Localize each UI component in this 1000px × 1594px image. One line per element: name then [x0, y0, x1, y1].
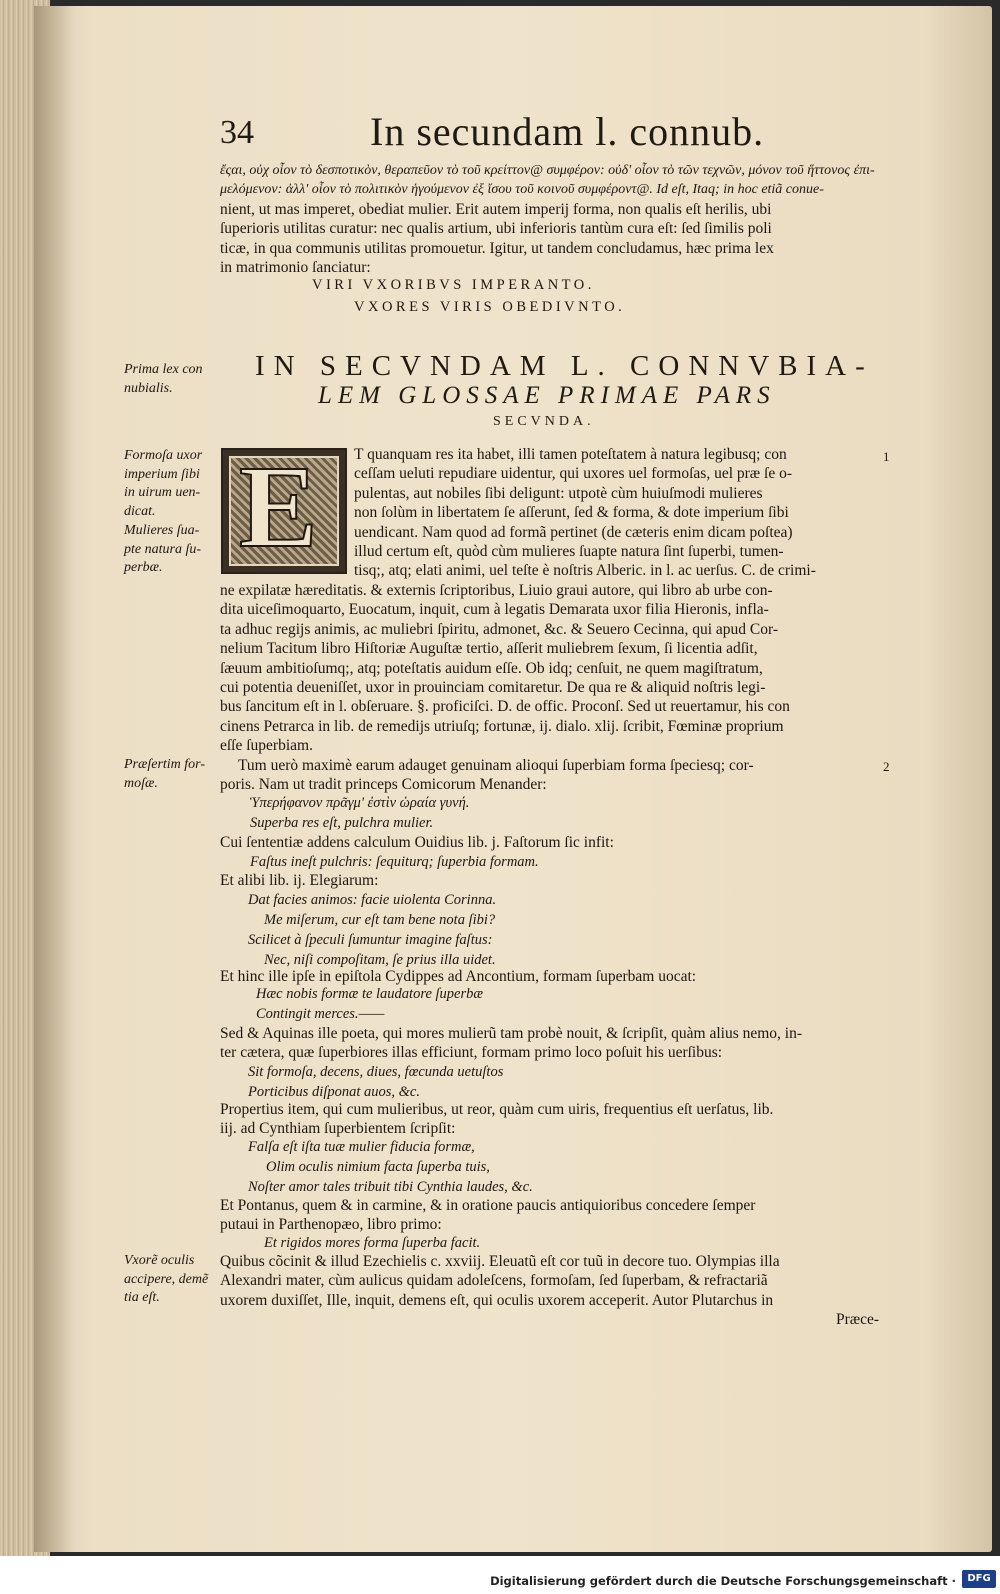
text-line: tisq;, atq; elati animi, uel teſte è noſtris Alberic. in l. ac uerſus. C. de crimi-: [354, 562, 816, 580]
paragraph: [220, 1024, 885, 1063]
text-line: Et alibi lib. ij. Elegiarum:: [220, 872, 379, 889]
text-line: ne expilatæ hæreditatis. & externis ſcriptoribus, Liuio graui autore, qui libro ab urbe con-: [220, 582, 773, 599]
text-line: Quibus cõcinit & illud Ezechielis c. xxviij. Eleuatũ eſt cor tuũ in decore tuo. Olympias illa: [220, 1253, 780, 1270]
verse-line: Porticibus diſponat auos, &c.: [248, 1084, 420, 1100]
text-line: bus ſancitum eſt in l. obſeruare. §. proficiſci. D. de offic. Proconſ. Sed ut reuertamur, his con: [220, 698, 790, 716]
verse-line: Hæc nobis formæ te laudatore ſuperbæ: [256, 986, 484, 1002]
margin-note-line: pte natura ſu-: [124, 541, 201, 557]
paragraph: [220, 871, 885, 890]
top-paragraph: [220, 161, 880, 277]
text-line: ta adhuc regijs animis, ac muliebri ſpiritu, admonet, &c. & Seuero Cecinna, qui apud Cor-: [220, 620, 778, 638]
section-subheading-2: SECVNDA.: [493, 414, 595, 429]
text-line: nient, ut mas imperet, obediat mulier. Erit autem imperij forma, non qualis eſt herilis, ubi: [220, 200, 772, 218]
text-line: dita uiceſimoquarto, Euocatum, inquit, cum à legatis Demarata uxor filia Hieronis, infla-: [220, 601, 769, 619]
text-line: eſſe ſuperbiam.: [220, 737, 313, 755]
paragraph: [220, 581, 885, 756]
text-line: cui potentia deueniſſet, uxor in prouinciam comitaretur. De qua re & aliquid noſtris legi-: [220, 679, 766, 697]
text-line: ticæ, in qua communis utilitas promouetur. Igitur, ut tandem concludamus, hæc prima lex: [220, 239, 774, 257]
verse-quote: [250, 793, 469, 833]
margin-note-line: Mulieres ſua-: [124, 523, 200, 538]
text-line: putaui in Parthenopæo, libro primo:: [220, 1216, 442, 1234]
text-line: Tum uerò maximè earum adauget genuinam alioqui ſuperbiam forma ſpeciesq; cor-: [238, 757, 754, 774]
running-title: In secundam l. connub.: [370, 109, 765, 154]
verse-line: Faſtus ineſt pulchris: ſequiturq; ſuperbia formam.: [250, 854, 539, 870]
text-line: Propertius item, qui cum mulieribus, ut reor, quàm cum uiris, frequentius eſt uerſatus, lib.: [220, 1101, 774, 1118]
text-line: cinens Petrarca in lib. de remedijs utriuſq; fortunæ, ij. dialo. xlij. ſcribit, Fœminæ proprium: [220, 717, 784, 735]
margin-note: [124, 522, 216, 578]
gutter-shadow: [34, 6, 74, 1552]
paragraph: [220, 1252, 885, 1330]
text-line: ter cætera, quæ ſuperbiores illas efficiunt, formam primo loco poſuit his uerſibus:: [220, 1044, 723, 1062]
verse-quote: [248, 1062, 503, 1102]
margin-note-line: dicat.: [124, 503, 156, 519]
margin-note-line: Vxorẽ oculis: [124, 1253, 195, 1268]
law-line-2: VXORES VIRIS OBEDIVNTO.: [354, 299, 626, 315]
verse-line: Et rigidos mores forma ſuperba facit.: [264, 1235, 481, 1251]
dfg-logo: DFG: [962, 1570, 996, 1588]
verse-quote: [248, 890, 496, 970]
verse-line: Noſter amor tales tribuit tibi Cynthia laudes, &c.: [248, 1179, 533, 1195]
verse-line: Dat facies animos: facie uiolenta Corinna.: [248, 892, 497, 908]
text-line: ἔςαι, οὐχ οἷον τὸ δεσποτικὸν, θεραπεῦον τὸ τοῦ κρείττον@ συμφέρον: οὐδ' οἷον τὸ τῶν τεχνῶν, μόνον τοῦ ἥττονος ἐπι-: [220, 163, 875, 178]
margin-note-line: accipere, demẽ: [124, 1271, 209, 1287]
paragraph-indented: [354, 445, 884, 581]
text-line: Sed & Aquinas ille poeta, qui mores mulierũ tam probè nouit, & ſcripſit, quàm alius nemo, in-: [220, 1025, 803, 1042]
text-line: pulentas, aut nobiles ſibi deligunt: utpotè cùm huiuſmodi mulieres: [354, 484, 763, 502]
decorated-initial: [221, 448, 347, 574]
verse-line: Superba res eſt, pulchra mulier.: [250, 815, 434, 831]
verse-line: Sit formoſa, decens, diues, fœcunda uetuſtos: [248, 1064, 504, 1080]
initial-letter: E: [239, 448, 318, 572]
margin-note-line: Formoſa uxor: [124, 448, 203, 463]
verse-quote: [264, 1233, 480, 1253]
catchword: Præce-: [835, 1311, 879, 1329]
page-number: 34: [220, 114, 254, 151]
verse-line: Scilicet à ſpeculi ſumuntur imagine faſtus:: [248, 932, 493, 948]
text-line: μελόμενον: ἀλλ' οἷον τὸ πολιτικὸν ἡγούμενον ἐξ ἴσου τοῦ κοινοῦ συμφέροντ@. Id eſt, Itaq; in hoc etiã conue-: [220, 182, 824, 198]
verse-line: Nec, niſi compoſitam, ſe prius illa uidet.: [264, 952, 496, 968]
margin-note-line: moſæ.: [124, 775, 158, 791]
margin-note: [124, 756, 216, 793]
verse-line: Ὑπερήφανον πρᾶγμ' ἐστὶν ὡραία γυνή.: [250, 795, 470, 811]
paragraph: [220, 833, 885, 852]
text-line: in matrimonio ſanciatur:: [220, 259, 371, 277]
margin-number: 2: [883, 759, 890, 774]
text-line: ceſſam ueluti repudiare uidentur, qui uxores uel formoſas, uel præ ſe o-: [354, 465, 792, 483]
margin-note-line: nubialis.: [124, 380, 173, 396]
section-subheading: LEM GLOSSAE PRIMAE PARS: [318, 382, 776, 409]
verse-line: Contingit merces.——: [256, 1006, 385, 1022]
text-line: uxorem duxiſſet, Ille, inquit, demens eſt, qui oculis uxorem acceperit. Autor Plutarchus in: [220, 1291, 774, 1309]
funding-credit: Digitalisierung gefördert durch die Deutsche Forschungsgemeinschaft ·: [490, 1574, 956, 1588]
section-heading: IN SECVNDAM L. CONNVBIA-: [255, 350, 874, 382]
verse-line: Falſa eſt iſta tuæ mulier fiducia formæ,: [248, 1139, 475, 1155]
verse-quote: [250, 852, 539, 872]
verse-line: Olim oculis nimium facta ſuperba tuis,: [266, 1159, 490, 1175]
paragraph: [220, 756, 885, 795]
margin-note-line: perbæ.: [124, 560, 163, 575]
running-head: [220, 108, 880, 160]
text-line: Alexandri mater, cùm aulicus quidam adoleſcens, formoſam, ſed ſuperbam, & refractariã: [220, 1272, 768, 1290]
text-line: nelium Tacitum libro Hiſtoriæ Auguſtæ tertio, aſſerit muliebrem ſexum, ſi licentia adſit,: [220, 640, 758, 658]
paragraph: [220, 1196, 885, 1235]
verse-quote: [256, 984, 483, 1024]
text-line: T quanquam res ita habet, illi tamen poteſtatem à natura legibusq; con: [354, 446, 787, 463]
margin-note-line: tia eſt.: [124, 1290, 160, 1305]
margin-note-line: Præſertim for-: [124, 757, 205, 772]
text-line: iij. ad Cynthiam ſuperbientem ſcripſit:: [220, 1120, 456, 1138]
text-line: Et hinc ille ipſe in epiſtola Cydippes ad Ancontium, formam ſuperbam uocat:: [220, 968, 697, 985]
margin-number: 1: [883, 449, 890, 464]
paragraph: [220, 1100, 885, 1139]
text-line: Et Pontanus, quem & in carmine, & in oratione paucis antiquioribus concedere ſemper: [220, 1197, 756, 1214]
text-line: Cui ſententiæ addens calculum Ouidius lib. j. Faſtorum ſic infit:: [220, 834, 614, 851]
text-line: non ſolùm in libertatem ſe aſſerunt, ſed & forma, & dote imperium ſibi: [354, 504, 789, 522]
text-line: ſuperioris utilitas curatur: nec qualis artium, ubi inferioris tantùm cura eſt: ſed ſimilis poli: [220, 220, 772, 238]
margin-note: [124, 1252, 216, 1308]
text-line: poris. Nam ut tradit princeps Comicorum Menander:: [220, 776, 547, 794]
text-line: uendicant. Nam quod ad formã pertinet (de cæteris enim dicam poſtea): [354, 523, 793, 541]
margin-note: [124, 447, 216, 521]
margin-note-line: in uirum uen-: [124, 485, 201, 500]
margin-note-line: Prima lex con: [124, 362, 203, 377]
margin-note-line: imperium ſibi: [124, 466, 200, 482]
law-line-1: VIRI VXORIBVS IMPERANTO.: [312, 277, 595, 293]
text-line: ſæuum ambitioſumq;, atq; poteſtatis auidum eſſe. Ob idq; cenſuit, ne quem magiſtratum,: [220, 659, 763, 677]
verse-quote: [248, 1137, 533, 1197]
margin-note: [124, 361, 216, 398]
text-line: illud certum eſt, quòd cùm mulieres ſuapte natura ſint ſuperbi, tumen-: [354, 543, 784, 561]
verse-line: Me miſerum, cur eſt tam bene nota ſibi?: [264, 912, 496, 928]
